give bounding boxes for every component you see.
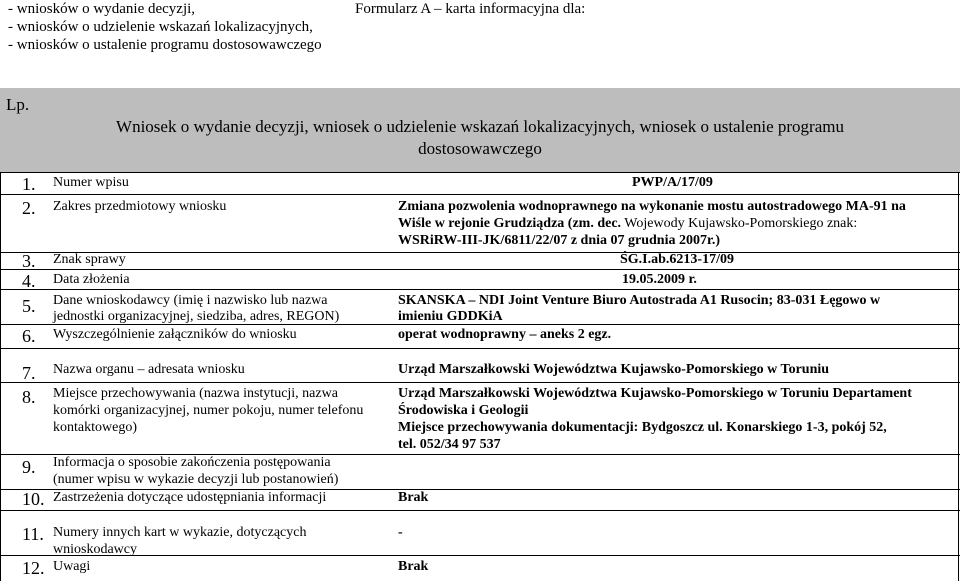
row-number: 4. — [22, 271, 36, 291]
table-border — [0, 172, 1, 581]
row-value: Urząd Marszałkowski Województwa Kujawsko-Pomorskiego w Toruniu — [398, 362, 830, 377]
row-label: Miejsce przechowywania (nazwa instytucji, nazwa — [53, 386, 338, 401]
row-number: 5. — [22, 296, 36, 316]
header-list-item: - wniosków o wydanie decyzji, — [8, 1, 196, 17]
row-value: Urząd Marszałkowski Województwa Kujawsko-Pomorskiego w Toruniu Departament — [398, 386, 912, 401]
row-number: 3. — [22, 251, 36, 271]
row-divider — [0, 382, 960, 383]
row-number: 7. — [22, 363, 36, 383]
row-number: 1. — [22, 174, 36, 194]
row-number: 11. — [22, 524, 44, 544]
table-title — [0, 116, 960, 160]
row-value: Wiśle w rejonie Grudziądza (zm. dec. Wojewody Kujawsko-Pomorskiego znak: — [398, 216, 858, 231]
row-number: 10. — [22, 489, 45, 509]
row-label: Nazwa organu – adresata wniosku — [53, 362, 245, 377]
row-label: kontaktowego) — [53, 420, 137, 435]
row-label: Numery innych kart w wykazie, dotyczących — [53, 525, 307, 540]
lp-header: Lp. — [6, 95, 30, 114]
row-number: 8. — [22, 387, 36, 407]
table-border — [958, 172, 959, 581]
row-divider — [0, 510, 960, 511]
row-value: - — [398, 525, 403, 540]
row-value: WSRiRW-III-JK/6811/22/07 z dnia 07 grudnia 2007r.) — [398, 233, 721, 248]
row-value: PWP/A/17/09 — [632, 175, 713, 190]
row-label: Znak sprawy — [53, 252, 126, 267]
table-title-line: dostosowawczego — [418, 139, 542, 158]
row-label: Data złożenia — [53, 272, 130, 287]
row-label: Informacja o sposobie zakończenia postępowania — [53, 455, 331, 470]
row-value: Brak — [398, 559, 429, 574]
row-value: Środowiska i Geologii — [398, 403, 529, 418]
row-label: Numer wpisu — [53, 175, 129, 190]
row-divider — [0, 172, 960, 173]
row-label: komórki organizacyjnej, numer pokoju, numer telefonu — [53, 403, 364, 418]
header-list — [8, 0, 322, 54]
row-value: tel. 052/34 97 537 — [398, 437, 501, 452]
info-table — [0, 172, 960, 581]
row-value: Miejsce przechowywania dokumentacji: Bydgoszcz ul. Konarskiego 1-3, pokój 52, — [398, 420, 887, 435]
row-label: wnioskodawcy — [53, 542, 137, 557]
form-title: Formularz A – karta informacyjna dla: — [355, 1, 586, 17]
row-number: 2. — [22, 198, 36, 218]
row-label: Zakres przedmiotowy wniosku — [53, 199, 227, 214]
row-label: jednostki organizacyjnej, siedziba, adres, REGON) — [53, 309, 340, 324]
row-label: Uwagi — [53, 559, 91, 574]
row-value: Brak — [398, 490, 429, 505]
row-value: imieniu GDDKiA — [398, 309, 503, 324]
row-divider — [0, 269, 960, 270]
row-divider — [0, 348, 960, 349]
row-label: Wyszczególnienie załączników do wniosku — [53, 327, 297, 342]
row-value: 19.05.2009 r. — [622, 272, 697, 287]
row-label: Zastrzeżenia dotyczące udostępniania informacji — [53, 490, 327, 505]
row-value: SKANSKA – NDI Joint Venture Biuro Autostrada A1 Rusocin; 83-031 Łęgowo w — [398, 293, 881, 308]
row-divider — [0, 289, 960, 290]
row-number: 6. — [22, 326, 36, 346]
row-value: operat wodnoprawny – aneks 2 egz. — [398, 327, 612, 342]
row-divider — [0, 194, 960, 195]
row-label: (numer wpisu w wykazie decyzji lub postanowień) — [53, 472, 339, 487]
row-label: Dane wnioskodawcy (imię i nazwisko lub nazwa — [53, 293, 328, 308]
row-value: ŚG.I.ab.6213-17/09 — [620, 252, 734, 267]
row-divider — [0, 252, 960, 253]
row-value: Zmiana pozwolenia wodnoprawnego na wykonanie mostu autostradowego MA-91 na — [398, 199, 906, 214]
row-number: 12. — [22, 558, 45, 578]
table-title-line: Wniosek o wydanie decyzji, wniosek o udzielenie wskazań lokalizacyjnych, wniosek o ustalenie programu — [116, 117, 844, 136]
header-list-item: - wniosków o udzielenie wskazań lokalizacyjnych, — [8, 19, 313, 35]
row-divider — [0, 555, 960, 556]
header-list-item: - wniosków o ustalenie programu dostosowawczego — [8, 37, 322, 53]
row-number: 9. — [22, 457, 36, 477]
